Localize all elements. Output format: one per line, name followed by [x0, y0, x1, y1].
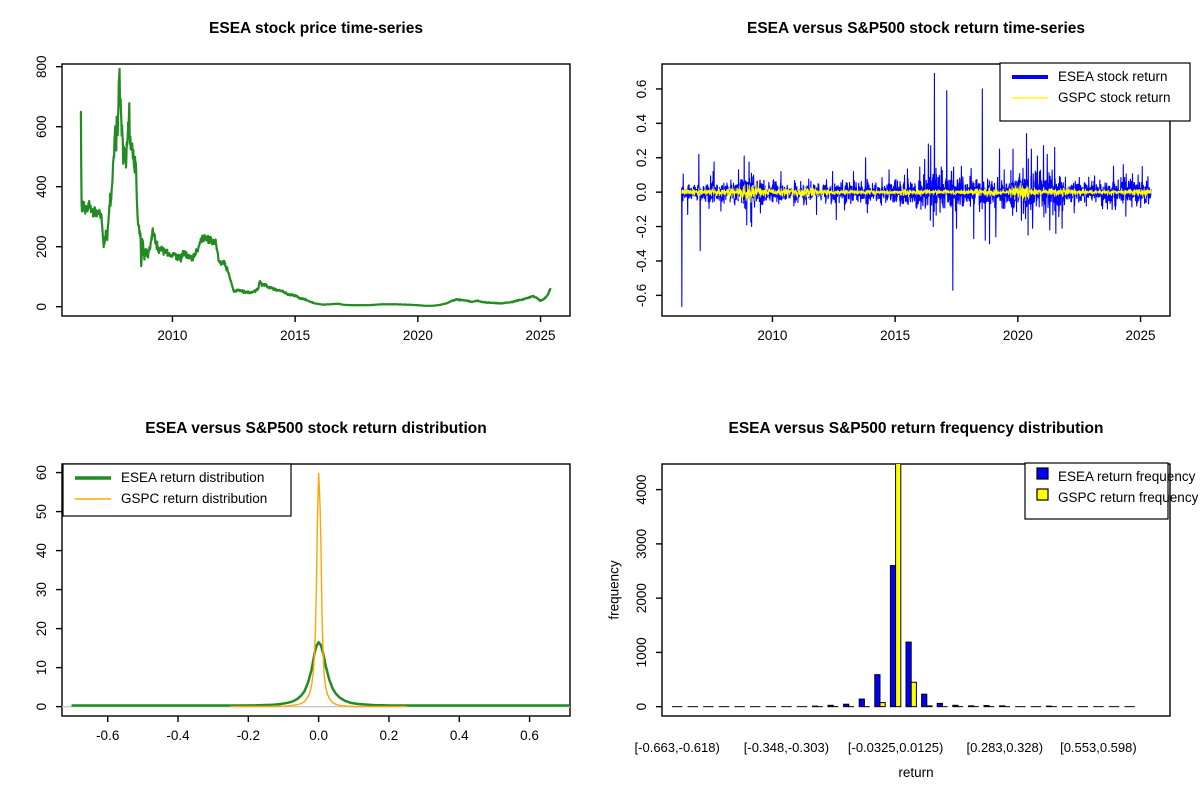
x-axis-category-label: [-0.0325,0.0125): [847, 740, 944, 755]
esea-vs-sp500-return-time-series-chart: [600, 0, 1200, 400]
y-axis-tick-label: 0: [634, 702, 649, 711]
y-axis-tick-label: 0.2: [634, 148, 649, 168]
frequency-bar: [927, 706, 932, 707]
x-axis-tick-label: 2015: [280, 328, 311, 343]
x-axis-tick-label: 2020: [402, 328, 433, 343]
legend-item-label: GSPC return frequency: [1058, 490, 1199, 505]
chart-title-return-frequency: ESEA versus S&P500 return frequency distribution: [728, 420, 1104, 437]
x-axis-tick-label: 2025: [525, 328, 556, 343]
chart-esea-price-quadrant: [0, 0, 600, 400]
frequency-bar: [906, 642, 911, 707]
y-axis-tick-label: 1000: [634, 637, 649, 668]
chart-return-frequency-quadrant: [600, 400, 1200, 800]
frequency-bar: [922, 694, 927, 706]
x-axis-tick-label: 0.0: [309, 728, 329, 743]
y-axis-tick-label: 40: [34, 543, 49, 559]
legend-item-label: GSPC return distribution: [121, 491, 268, 506]
y-axis-tick-label: -0.2: [634, 214, 649, 239]
x-axis-tick-label: 2020: [1002, 328, 1033, 343]
x-axis-tick-label: 0.6: [520, 728, 539, 743]
y-axis-tick-label: 200: [34, 235, 49, 258]
esea-vs-sp500-return-distribution-chart: [0, 400, 600, 800]
legend: [63, 464, 291, 516]
y-axis-tick-label: 50: [34, 504, 49, 520]
x-axis-category-label: [0.283,0.328): [966, 740, 1044, 755]
legend-item-label: GSPC stock return: [1058, 90, 1171, 105]
frequency-bar: [984, 706, 989, 707]
esea-price-time-series-chart: [0, 0, 600, 400]
x-axis-tick-label: -0.6: [96, 728, 120, 743]
chart-title-return-series: ESEA versus S&P500 stock return time-series: [746, 20, 1085, 37]
esea-vs-sp500-return-frequency-chart: [600, 400, 1200, 800]
plot-border: [62, 64, 570, 316]
chart-title-return-distribution: ESEA versus S&P500 stock return distribution: [145, 420, 487, 437]
frequency-bar: [896, 462, 901, 706]
x-axis-tick-label: 2015: [880, 328, 911, 343]
legend-swatch: [1037, 489, 1048, 500]
frequency-bar: [812, 706, 817, 707]
frequency-bar: [828, 705, 833, 706]
legend-swatch: [1037, 468, 1048, 479]
x-axis-label-return: return: [898, 765, 934, 780]
y-axis-tick-label: 800: [34, 55, 49, 78]
x-axis-category-label: [-0.663,-0.618): [634, 740, 720, 755]
x-axis-category-label: [0.553,0.598): [1060, 740, 1137, 755]
series-group: [81, 69, 550, 306]
y-axis-tick-label: 0: [34, 302, 49, 311]
y-axis-tick-label: -0.4: [634, 249, 649, 273]
y-axis-label-frequency: frequency: [606, 560, 622, 620]
y-axis-tick-label: 2000: [634, 583, 649, 614]
y-axis-tick-label: 20: [34, 621, 49, 637]
y-axis-tick-label: 10: [34, 660, 49, 676]
x-axis-tick-label: 0.2: [379, 728, 399, 743]
legend: [1000, 63, 1190, 121]
chart-return-series-quadrant: [600, 0, 1200, 400]
frequency-bar: [937, 703, 942, 706]
x-axis-tick-label: 0.4: [449, 728, 469, 743]
y-axis-tick-label: 4000: [634, 474, 649, 505]
y-axis-tick-label: 60: [34, 465, 49, 481]
chart-title-esea-price: ESEA stock price time-series: [209, 20, 423, 37]
frequency-bar: [911, 682, 916, 706]
x-axis-tick-label: 2025: [1125, 328, 1156, 343]
frequency-bar: [875, 675, 880, 707]
series-esea-return-distribution: [73, 642, 569, 705]
x-axis-tick-label: -0.4: [166, 728, 190, 743]
frequency-bar: [890, 566, 895, 707]
frequency-bar: [859, 699, 864, 707]
legend-item-label: ESEA return frequency: [1058, 469, 1196, 484]
frequency-bar: [880, 703, 885, 707]
legend-item-label: ESEA stock return: [1058, 69, 1168, 84]
chart-return-distribution-quadrant: [0, 400, 600, 800]
y-axis-tick-label: 0.4: [634, 113, 649, 133]
legend: [1025, 463, 1199, 519]
y-axis-tick-label: -0.6: [634, 283, 649, 307]
frequency-bar: [1000, 706, 1005, 707]
y-axis-tick-label: 600: [34, 115, 49, 138]
frequency-bar: [1046, 706, 1051, 707]
x-axis-tick-label: 2010: [157, 328, 188, 343]
x-axis-category-label: [-0.348,-0.303): [743, 740, 830, 755]
x-axis-tick-label: 2010: [757, 328, 788, 343]
y-axis-tick-label: 0.6: [634, 79, 649, 99]
y-axis-tick-label: 3000: [634, 528, 649, 559]
y-axis-tick-label: 400: [34, 175, 49, 198]
y-axis-tick-label: 30: [34, 582, 49, 598]
frequency-bar: [953, 705, 958, 706]
frequency-bar: [968, 706, 973, 707]
series-esea-stock-price: [81, 69, 550, 306]
y-axis-tick-label: 0.0: [634, 182, 649, 202]
y-axis-tick-label: 0: [34, 702, 49, 711]
x-axis-tick-label: -0.2: [236, 728, 260, 743]
legend-item-label: ESEA return distribution: [121, 470, 265, 485]
frequency-bar: [844, 704, 849, 706]
